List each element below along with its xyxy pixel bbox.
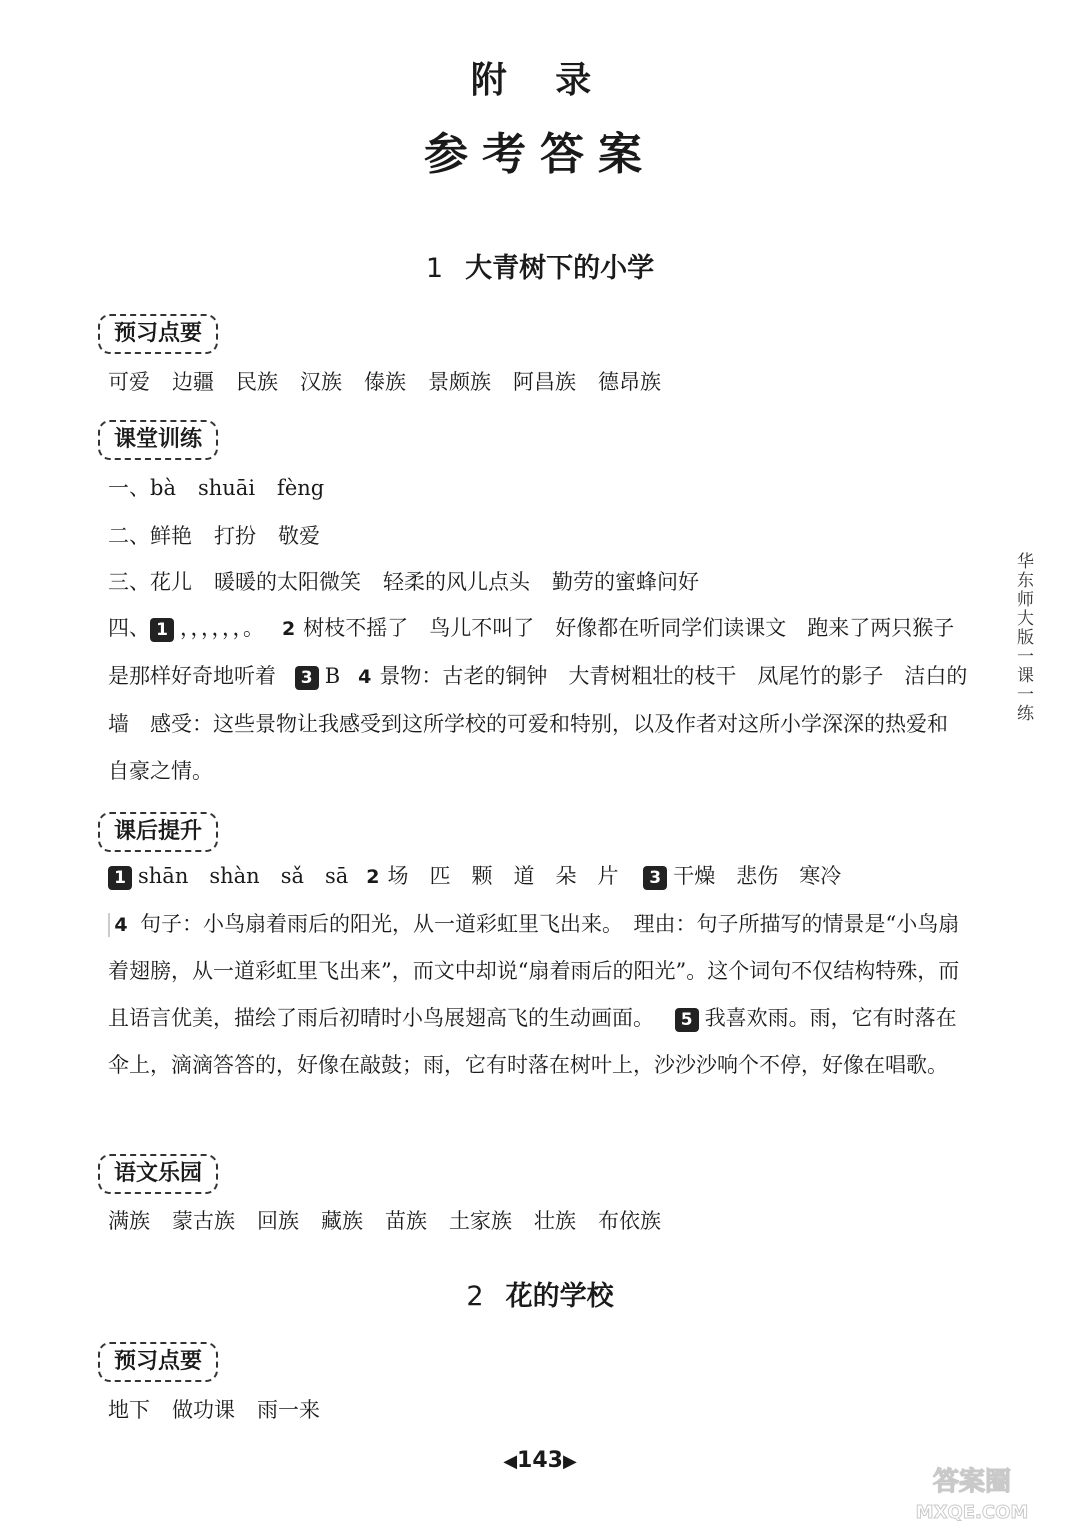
word: 汉族	[300, 370, 342, 394]
watermark-text: 答案圈	[932, 1467, 1012, 1497]
lesson-title-text: 大青树下的小学	[465, 253, 655, 284]
word: 敬爱	[278, 524, 320, 548]
word: 蒙古族	[172, 1209, 235, 1233]
watermark-logo	[882, 1460, 1062, 1524]
appendix-heading: 附 录	[470, 60, 610, 101]
after-class-paragraph	[108, 853, 968, 1089]
word: 藏族	[321, 1209, 363, 1233]
next-arrow-icon: ▶	[562, 1451, 577, 1472]
page-number-text: 143	[517, 1448, 563, 1473]
lesson-1-title	[0, 246, 1080, 285]
q4-item-3-badge: 3	[295, 666, 319, 690]
a-item-4-number: 4	[108, 913, 132, 937]
lesson-number: 2	[466, 1281, 484, 1312]
q4-label: 四、	[108, 616, 150, 640]
word: 满族	[108, 1209, 150, 1233]
word: 土家族	[449, 1209, 512, 1233]
word: 布依族	[598, 1209, 661, 1233]
phrase: 花儿	[150, 570, 192, 594]
word: 可爱	[108, 370, 150, 394]
word: 苗族	[385, 1209, 427, 1233]
a-item-5-badge: 5	[675, 1008, 699, 1032]
a-item-3-text: 干燥 悲伤 寒冷	[673, 864, 842, 888]
q4-item-2-number: 2	[282, 618, 296, 640]
word: 雨一来	[257, 1398, 320, 1422]
a-item-2-number: 2	[366, 866, 380, 888]
phrase: 轻柔的风儿点头	[383, 570, 530, 594]
lesson-title-text: 花的学校	[505, 1281, 614, 1312]
phrase: 暖暖的太阳微笑	[214, 570, 361, 594]
q4-item-1-badge: 1	[150, 618, 174, 642]
q4-paragraph	[108, 605, 976, 795]
word: 边疆	[172, 370, 214, 394]
prev-arrow-icon: ◀	[503, 1451, 518, 1472]
q4-item-4-text: 景物：古老的铜钟 大青树粗壮的枝干 凤尾竹的影子 洁白的墙 感受：这些景物让我感受到这所学校的可爱和特别，以及作者对这所小学深深的热爱和自豪之情。	[108, 664, 968, 783]
q3-line	[108, 568, 721, 596]
word: 打扮	[214, 524, 256, 548]
word: 德昂族	[598, 370, 661, 394]
q1-label: 一、	[108, 476, 150, 500]
lesson-number: 1	[425, 253, 444, 284]
word: 地下	[108, 1398, 150, 1422]
word: 阿昌族	[513, 370, 576, 394]
class-training-tag: 课堂训练	[98, 420, 218, 460]
phrase: 勤劳的蜜蜂问好	[552, 570, 699, 594]
q3-label: 三、	[108, 570, 150, 594]
garden-tag: 语文乐园	[98, 1154, 218, 1194]
pinyin: fèng	[277, 476, 325, 500]
q2-line	[108, 522, 342, 550]
a-item-1-text: shān shàn sǎ sā	[138, 864, 349, 888]
preview-tag-2: 预习点要	[98, 1342, 218, 1382]
preview-tag: 预习点要	[98, 314, 218, 354]
answers-heading: 参考答案	[424, 129, 656, 180]
a-item-1-badge: 1	[108, 866, 132, 890]
word: 壮族	[534, 1209, 576, 1233]
word: 做功课	[172, 1398, 235, 1422]
preview-words	[108, 368, 683, 396]
word: 鲜艳	[150, 524, 192, 548]
q4-item-1-text: ，，，，，，。	[180, 616, 264, 640]
pinyin: shuāi	[197, 476, 256, 500]
word: 民族	[236, 370, 278, 394]
garden-words	[108, 1207, 683, 1235]
q4-item-4-number: 4	[358, 666, 372, 688]
lesson-2-title	[0, 1274, 1080, 1313]
word: 景颇族	[428, 370, 491, 394]
watermark-url: MXQE.COM	[915, 1502, 1029, 1523]
a-item-2-text: 场 匹 颗 道 朵 片	[387, 864, 619, 888]
q2-label: 二、	[108, 524, 150, 548]
word: 回族	[257, 1209, 299, 1233]
q1-line	[108, 474, 346, 502]
a-item-3-badge: 3	[643, 866, 667, 890]
series-side-label: 华东师大版一课一练	[1013, 552, 1033, 723]
pinyin: bà	[150, 476, 176, 500]
a-item-4-text: 句子：小鸟扇着雨后的阳光，从一道彩虹里飞出来。 理由：句子所描写的情景是“小鸟扇着翅膀，从一道彩虹里飞出来”，而文中却说“扇着雨后的阳光”。这个词句不仅结构特殊，而且语言优美，描绘了雨后初晴时小鸟展翅高飞的生动画面。	[108, 912, 960, 1030]
a-item-5-text: 我喜欢雨。雨，它有时落在伞上，滴滴答答的，好像在敲鼓；雨，它有时落在树叶上，沙沙沙响个不停，好像在唱歌。	[108, 1006, 957, 1077]
word: 傣族	[364, 370, 406, 394]
q4-item-2-text: 树枝不摇了 鸟儿不叫了 好像都在听同学们读课文 跑来了两只猴子 是那样好奇地听着	[108, 616, 976, 688]
q4-item-3-text: B	[324, 664, 341, 688]
after-class-tag: 课后提升	[98, 812, 218, 852]
preview-words-2	[108, 1396, 342, 1424]
